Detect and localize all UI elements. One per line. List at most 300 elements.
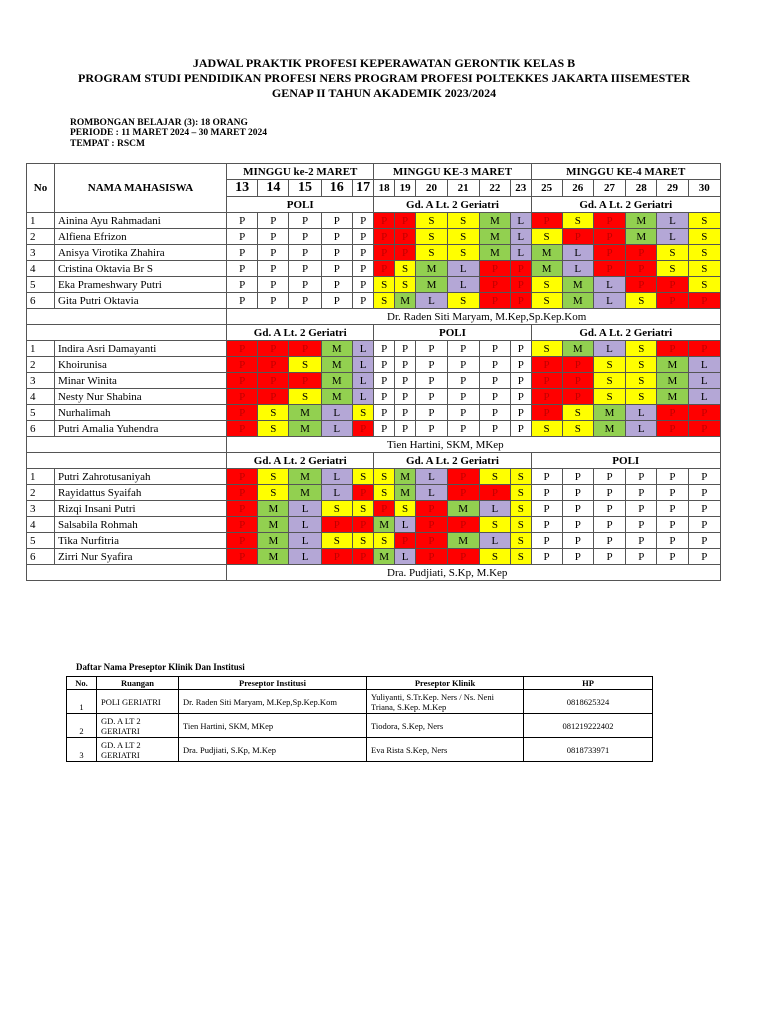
- shift-cell: P: [416, 549, 447, 565]
- student-row: [27, 421, 721, 437]
- shift-cell: L: [593, 293, 625, 309]
- shift-cell: P: [688, 501, 720, 517]
- shift-cell: P: [227, 293, 258, 309]
- shift-cell: P: [394, 405, 416, 421]
- shift-cell: P: [416, 517, 447, 533]
- title-line-1: JADWAL PRAKTIK PROFESI KEPERAWATAN GERONTIK KELAS B: [192, 56, 576, 70]
- shift-cell: S: [511, 533, 532, 549]
- shift-cell: M: [447, 501, 479, 517]
- shift-cell: M: [593, 405, 625, 421]
- shift-cell: L: [593, 341, 625, 357]
- unit-header: POLI: [374, 325, 531, 341]
- shift-cell: P: [416, 373, 447, 389]
- shift-cell: M: [416, 261, 447, 277]
- preceptor-phone: 0818733971: [524, 738, 653, 762]
- shift-cell: P: [562, 357, 593, 373]
- shift-cell: S: [416, 245, 447, 261]
- shift-cell: P: [531, 485, 562, 501]
- preceptor-room: GD. A LT 2 GERIATRI: [97, 714, 179, 738]
- shift-cell: P: [511, 277, 532, 293]
- shift-cell: P: [258, 341, 289, 357]
- shift-cell: P: [626, 517, 657, 533]
- shift-cell: P: [593, 213, 625, 229]
- student-name: Rizqi Insani Putri: [54, 501, 226, 517]
- student-row: [27, 229, 721, 245]
- shift-cell: S: [289, 357, 321, 373]
- shift-cell: L: [289, 501, 321, 517]
- shift-cell: P: [352, 229, 374, 245]
- date-header: 25: [531, 180, 562, 197]
- preceptor-institution: Tien Hartini, SKM, MKep: [179, 714, 367, 738]
- periode-label: PERIODE : 11 MARET 2024 – 30 MARET 2024: [70, 128, 268, 138]
- shift-cell: S: [688, 261, 720, 277]
- shift-cell: P: [394, 245, 416, 261]
- student-row: [27, 549, 721, 565]
- shift-cell: S: [626, 373, 657, 389]
- shift-cell: S: [626, 341, 657, 357]
- schedule-table: [26, 163, 721, 581]
- shift-cell: S: [531, 421, 562, 437]
- shift-cell: S: [374, 277, 394, 293]
- shift-cell: S: [352, 501, 374, 517]
- shift-cell: S: [531, 341, 562, 357]
- shift-cell: P: [531, 389, 562, 405]
- shift-cell: P: [258, 261, 289, 277]
- shift-cell: P: [626, 501, 657, 517]
- student-name: Putri Zahrotusaniyah: [54, 469, 226, 485]
- unit-header: Gd. A Lt. 2 Geriatri: [227, 453, 374, 469]
- shift-cell: L: [289, 533, 321, 549]
- shift-cell: P: [394, 421, 416, 437]
- shift-cell: P: [394, 213, 416, 229]
- shift-cell: P: [321, 517, 352, 533]
- shift-cell: M: [562, 341, 593, 357]
- shift-cell: P: [657, 501, 688, 517]
- student-no: 1: [27, 469, 55, 485]
- shift-cell: P: [531, 533, 562, 549]
- shift-cell: P: [416, 357, 447, 373]
- shift-cell: S: [352, 533, 374, 549]
- shift-cell: P: [531, 213, 562, 229]
- shift-cell: S: [352, 405, 374, 421]
- student-row: [27, 405, 721, 421]
- student-name: Minar Winita: [54, 373, 226, 389]
- shift-cell: P: [352, 213, 374, 229]
- shift-cell: P: [688, 517, 720, 533]
- shift-cell: P: [289, 293, 321, 309]
- student-name: Eka Prameshwary Putri: [54, 277, 226, 293]
- shift-cell: S: [531, 229, 562, 245]
- shift-cell: P: [447, 469, 479, 485]
- shift-cell: S: [531, 277, 562, 293]
- shift-cell: M: [447, 533, 479, 549]
- shift-cell: L: [688, 357, 720, 373]
- shift-cell: P: [531, 373, 562, 389]
- shift-cell: M: [289, 405, 321, 421]
- shift-cell: P: [258, 245, 289, 261]
- shift-cell: P: [321, 277, 352, 293]
- shift-cell: P: [562, 485, 593, 501]
- shift-cell: P: [479, 421, 510, 437]
- shift-cell: P: [258, 389, 289, 405]
- preceptor-phone: 0818625324: [524, 690, 653, 714]
- date-header: 13: [227, 180, 258, 197]
- shift-cell: P: [593, 261, 625, 277]
- shift-cell: P: [374, 373, 394, 389]
- unit-header: Gd. A Lt. 2 Geriatri: [227, 325, 374, 341]
- shift-cell: P: [227, 277, 258, 293]
- shift-cell: P: [479, 389, 510, 405]
- shift-cell: M: [562, 277, 593, 293]
- shift-cell: S: [511, 485, 532, 501]
- shift-cell: P: [593, 533, 625, 549]
- group-preceptor: Tien Hartini, SKM, MKep: [227, 437, 721, 453]
- col-name-header: NAMA MAHASISWA: [54, 164, 226, 213]
- student-name: Zirri Nur Syafira: [54, 549, 226, 565]
- unit-header: POLI: [531, 453, 720, 469]
- shift-cell: P: [352, 517, 374, 533]
- date-header: 17: [352, 180, 374, 197]
- shift-cell: S: [688, 277, 720, 293]
- week-header: MINGGU KE-3 MARET: [374, 164, 531, 180]
- date-header: 29: [657, 180, 688, 197]
- shift-cell: P: [352, 293, 374, 309]
- shift-cell: P: [416, 533, 447, 549]
- shift-cell: P: [394, 229, 416, 245]
- shift-cell: L: [657, 213, 688, 229]
- shift-cell: L: [447, 261, 479, 277]
- shift-cell: L: [626, 405, 657, 421]
- shift-cell: P: [352, 261, 374, 277]
- student-no: 6: [27, 293, 55, 309]
- shift-cell: M: [531, 245, 562, 261]
- shift-cell: P: [626, 277, 657, 293]
- shift-cell: P: [447, 373, 479, 389]
- shift-cell: L: [688, 373, 720, 389]
- shift-cell: P: [688, 421, 720, 437]
- date-header: 20: [416, 180, 447, 197]
- preceptor-institution: Dr. Raden Siti Maryam, M.Kep,Sp.Kep.Kom: [179, 690, 367, 714]
- shift-cell: P: [227, 485, 258, 501]
- shift-cell: M: [593, 421, 625, 437]
- shift-cell: S: [258, 469, 289, 485]
- student-no: 3: [27, 245, 55, 261]
- shift-cell: P: [657, 549, 688, 565]
- shift-cell: P: [227, 389, 258, 405]
- shift-cell: P: [416, 341, 447, 357]
- student-no: 5: [27, 405, 55, 421]
- shift-cell: P: [416, 389, 447, 405]
- shift-cell: L: [688, 389, 720, 405]
- shift-cell: P: [562, 229, 593, 245]
- shift-cell: P: [321, 261, 352, 277]
- shift-cell: P: [394, 373, 416, 389]
- shift-cell: P: [562, 517, 593, 533]
- shift-cell: P: [688, 485, 720, 501]
- shift-cell: L: [321, 485, 352, 501]
- student-no: 6: [27, 421, 55, 437]
- shift-cell: S: [562, 405, 593, 421]
- shift-cell: P: [394, 341, 416, 357]
- student-row: [27, 245, 721, 261]
- shift-cell: P: [657, 405, 688, 421]
- col-no-header: No: [27, 164, 55, 213]
- shift-cell: P: [258, 357, 289, 373]
- student-row: [27, 517, 721, 533]
- shift-cell: P: [562, 549, 593, 565]
- shift-cell: P: [258, 293, 289, 309]
- student-row: [27, 277, 721, 293]
- shift-cell: P: [657, 533, 688, 549]
- shift-cell: P: [688, 341, 720, 357]
- shift-cell: P: [416, 405, 447, 421]
- student-row: [27, 533, 721, 549]
- shift-cell: S: [626, 293, 657, 309]
- preceptor-table: [66, 676, 653, 762]
- student-name: Anisya Virotika Zhahira: [54, 245, 226, 261]
- student-name: Indira Asri Damayanti: [54, 341, 226, 357]
- shift-cell: M: [531, 261, 562, 277]
- shift-cell: S: [511, 469, 532, 485]
- shift-cell: P: [593, 229, 625, 245]
- shift-cell: P: [416, 421, 447, 437]
- shift-cell: P: [531, 501, 562, 517]
- shift-cell: M: [657, 389, 688, 405]
- shift-cell: P: [374, 245, 394, 261]
- preceptor-spacer: [27, 309, 227, 325]
- student-no: 4: [27, 517, 55, 533]
- shift-cell: S: [688, 229, 720, 245]
- shift-cell: P: [374, 261, 394, 277]
- shift-cell: L: [479, 533, 510, 549]
- shift-cell: P: [227, 357, 258, 373]
- student-name: Cristina Oktavia Br S: [54, 261, 226, 277]
- shift-cell: S: [447, 245, 479, 261]
- shift-cell: P: [657, 341, 688, 357]
- shift-cell: P: [352, 245, 374, 261]
- shift-cell: P: [511, 405, 532, 421]
- shift-cell: M: [289, 485, 321, 501]
- shift-cell: S: [394, 501, 416, 517]
- date-header: 18: [374, 180, 394, 197]
- week-header-row: [27, 164, 721, 180]
- shift-cell: P: [479, 405, 510, 421]
- shift-cell: P: [479, 357, 510, 373]
- shift-cell: P: [374, 213, 394, 229]
- shift-cell: P: [688, 549, 720, 565]
- shift-cell: P: [416, 501, 447, 517]
- shift-cell: S: [688, 245, 720, 261]
- unit-header: Gd. A Lt. 2 Geriatri: [374, 197, 531, 213]
- unit-header: POLI: [227, 197, 374, 213]
- shift-cell: S: [511, 501, 532, 517]
- shift-cell: P: [374, 341, 394, 357]
- student-name: Putri Amalia Yuhendra: [54, 421, 226, 437]
- student-row: [27, 357, 721, 373]
- shift-cell: S: [626, 357, 657, 373]
- shift-cell: P: [688, 405, 720, 421]
- shift-cell: P: [511, 373, 532, 389]
- shift-cell: P: [374, 501, 394, 517]
- shift-cell: L: [289, 517, 321, 533]
- preceptor-clinic: Yuliyanti, S.Tr.Kep. Ners / Ns. Neni Triana, S.Kep. M.Kep: [367, 690, 524, 714]
- shift-cell: S: [394, 277, 416, 293]
- shift-cell: M: [321, 389, 352, 405]
- shift-cell: P: [593, 501, 625, 517]
- shift-cell: P: [258, 277, 289, 293]
- group-spacer: [27, 453, 227, 469]
- preceptor-institution: Dra. Pudjiati, S.Kp, M.Kep: [179, 738, 367, 762]
- shift-cell: M: [321, 373, 352, 389]
- preceptor-no: 2: [67, 714, 97, 738]
- shift-cell: P: [531, 469, 562, 485]
- student-no: 3: [27, 501, 55, 517]
- date-header: 28: [626, 180, 657, 197]
- shift-cell: S: [479, 549, 510, 565]
- shift-cell: P: [511, 357, 532, 373]
- shift-cell: P: [626, 261, 657, 277]
- shift-cell: S: [289, 389, 321, 405]
- shift-cell: P: [479, 277, 510, 293]
- shift-cell: S: [688, 213, 720, 229]
- unit-header: Gd. A Lt. 2 Geriatri: [531, 325, 720, 341]
- shift-cell: P: [227, 245, 258, 261]
- shift-cell: P: [593, 469, 625, 485]
- shift-cell: P: [593, 485, 625, 501]
- student-name: Nurhalimah: [54, 405, 226, 421]
- shift-cell: L: [416, 469, 447, 485]
- shift-cell: P: [447, 405, 479, 421]
- preceptor-clinic: Eva Rista S.Kep, Ners: [367, 738, 524, 762]
- shift-cell: S: [479, 517, 510, 533]
- shift-cell: L: [416, 485, 447, 501]
- shift-cell: P: [258, 213, 289, 229]
- shift-cell: P: [321, 293, 352, 309]
- shift-cell: P: [531, 517, 562, 533]
- student-name: Alfiena Efrizon: [54, 229, 226, 245]
- shift-cell: M: [258, 549, 289, 565]
- student-no: 1: [27, 213, 55, 229]
- shift-cell: L: [416, 293, 447, 309]
- preceptor-data-row: [67, 714, 653, 738]
- preceptor-col-header: Ruangan: [97, 677, 179, 690]
- date-header: 14: [258, 180, 289, 197]
- shift-cell: P: [447, 389, 479, 405]
- shift-cell: S: [593, 373, 625, 389]
- shift-cell: P: [511, 421, 532, 437]
- shift-cell: M: [289, 469, 321, 485]
- shift-cell: P: [289, 373, 321, 389]
- shift-cell: P: [531, 357, 562, 373]
- shift-cell: P: [374, 421, 394, 437]
- shift-cell: S: [593, 357, 625, 373]
- student-no: 2: [27, 485, 55, 501]
- student-row: [27, 469, 721, 485]
- shift-cell: M: [416, 277, 447, 293]
- shift-cell: S: [531, 293, 562, 309]
- student-no: 4: [27, 261, 55, 277]
- shift-cell: P: [688, 293, 720, 309]
- shift-cell: M: [394, 485, 416, 501]
- shift-cell: P: [593, 245, 625, 261]
- preceptor-row: [27, 565, 721, 581]
- student-no: 5: [27, 277, 55, 293]
- shift-cell: S: [416, 229, 447, 245]
- shift-cell: P: [479, 293, 510, 309]
- student-row: [27, 213, 721, 229]
- shift-cell: S: [447, 293, 479, 309]
- date-header: 15: [289, 180, 321, 197]
- shift-cell: S: [562, 421, 593, 437]
- student-name: Tika Nurfitria: [54, 533, 226, 549]
- unit-header: Gd. A Lt. 2 Geriatri: [374, 453, 531, 469]
- shift-cell: M: [258, 533, 289, 549]
- shift-cell: S: [374, 533, 394, 549]
- shift-cell: P: [479, 373, 510, 389]
- preceptor-header-row: [67, 677, 653, 690]
- shift-cell: M: [258, 501, 289, 517]
- shift-cell: L: [447, 277, 479, 293]
- shift-cell: M: [479, 229, 510, 245]
- preceptor-col-header: HP: [524, 677, 653, 690]
- shift-cell: M: [657, 357, 688, 373]
- shift-cell: M: [626, 213, 657, 229]
- shift-cell: P: [593, 549, 625, 565]
- shift-cell: L: [593, 277, 625, 293]
- student-row: [27, 341, 721, 357]
- shift-cell: M: [394, 469, 416, 485]
- shift-cell: P: [374, 405, 394, 421]
- shift-cell: M: [258, 517, 289, 533]
- shift-cell: P: [227, 469, 258, 485]
- shift-cell: P: [626, 485, 657, 501]
- shift-cell: S: [593, 389, 625, 405]
- shift-cell: L: [352, 389, 374, 405]
- shift-cell: P: [511, 341, 532, 357]
- shift-cell: P: [321, 229, 352, 245]
- student-row: [27, 485, 721, 501]
- shift-cell: S: [447, 213, 479, 229]
- shift-cell: P: [511, 389, 532, 405]
- shift-cell: S: [657, 261, 688, 277]
- shift-cell: S: [657, 245, 688, 261]
- shift-cell: L: [511, 213, 532, 229]
- shift-cell: P: [227, 517, 258, 533]
- shift-cell: M: [374, 549, 394, 565]
- unit-header-row: [27, 325, 721, 341]
- shift-cell: P: [227, 549, 258, 565]
- shift-cell: S: [416, 213, 447, 229]
- shift-cell: P: [479, 341, 510, 357]
- shift-cell: L: [352, 357, 374, 373]
- shift-cell: P: [227, 501, 258, 517]
- shift-cell: M: [321, 357, 352, 373]
- shift-cell: L: [352, 373, 374, 389]
- shift-cell: P: [562, 389, 593, 405]
- shift-cell: P: [447, 421, 479, 437]
- student-no: 5: [27, 533, 55, 549]
- student-name: Gita Putri Oktavia: [54, 293, 226, 309]
- shift-cell: P: [394, 533, 416, 549]
- shift-cell: P: [447, 517, 479, 533]
- preceptor-row: [27, 437, 721, 453]
- student-no: 1: [27, 341, 55, 357]
- shift-cell: L: [321, 469, 352, 485]
- shift-cell: L: [394, 549, 416, 565]
- shift-cell: P: [531, 405, 562, 421]
- shift-cell: S: [374, 469, 394, 485]
- shift-cell: P: [374, 229, 394, 245]
